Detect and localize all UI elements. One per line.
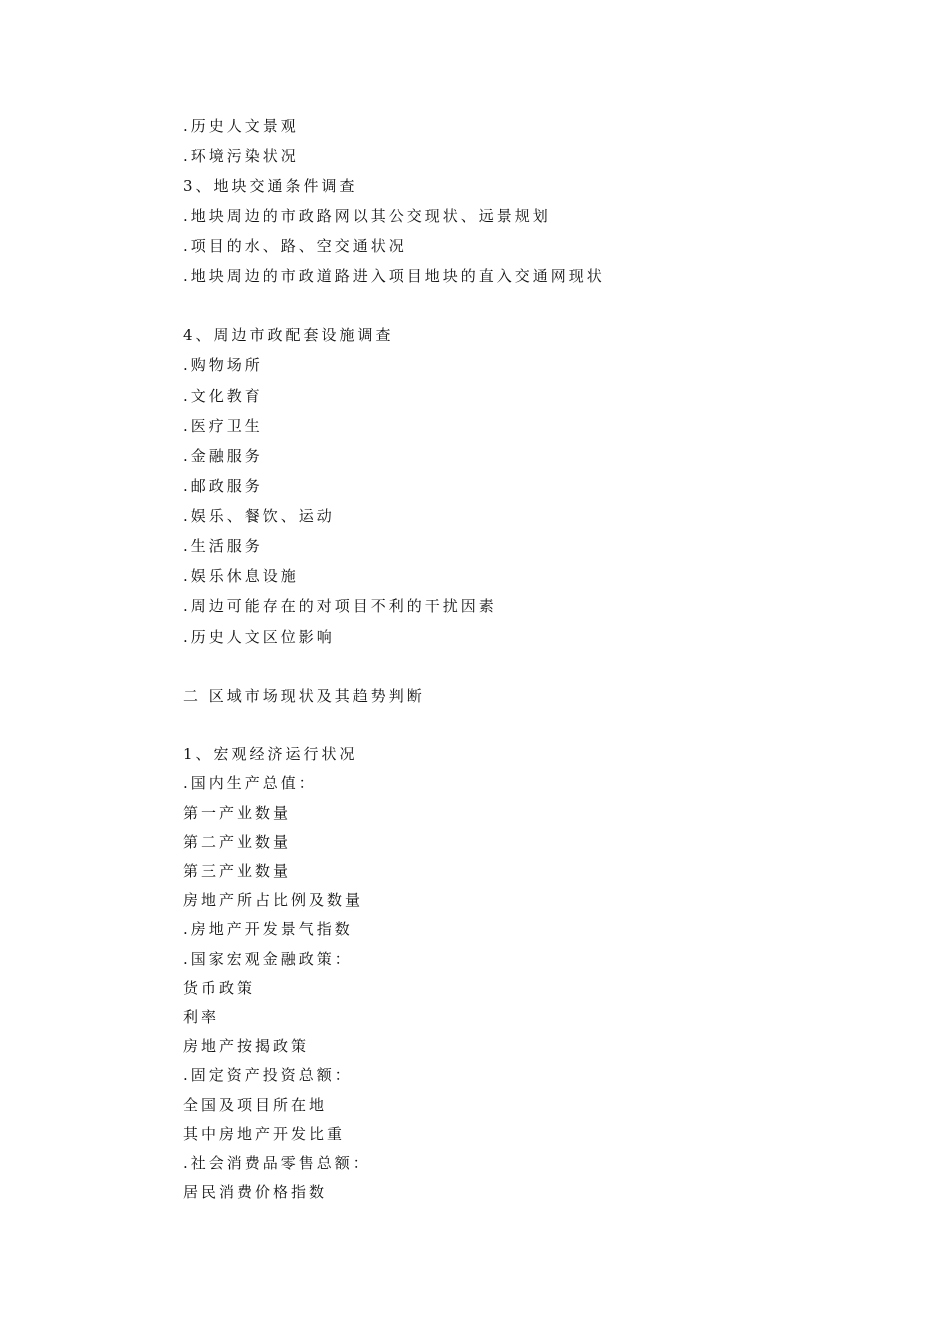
- text-line: .社会消费品零售总额：: [183, 1154, 371, 1172]
- chapter-heading: 二 区域市场现状及其趋势判断: [183, 687, 425, 705]
- text-line: .娱乐、餐饮、运动: [183, 507, 335, 525]
- section-heading: 4、周边市政配套设施调查: [183, 326, 394, 344]
- text-line: .娱乐休息设施: [183, 567, 299, 585]
- section-heading: 3、地块交通条件调查: [183, 177, 358, 195]
- text-line: 第一产业数量: [183, 804, 292, 822]
- text-line: .周边可能存在的对项目不利的干扰因素: [183, 597, 497, 615]
- text-line: 第二产业数量: [183, 833, 292, 851]
- text-line: .国内生产总值：: [183, 774, 317, 792]
- text-line: .文化教育: [183, 387, 263, 405]
- text-line: .环境污染状况: [183, 147, 299, 165]
- text-line: 房地产所占比例及数量: [183, 891, 364, 909]
- text-line: 全国及项目所在地: [183, 1096, 328, 1114]
- text-line: 货币政策: [183, 979, 256, 997]
- text-line: .历史人文景观: [183, 117, 299, 135]
- text-line: 其中房地产开发比重: [183, 1125, 346, 1143]
- text-line: .医疗卫生: [183, 417, 263, 435]
- section-heading: 1、宏观经济运行状况: [183, 745, 358, 763]
- text-line: .生活服务: [183, 537, 263, 555]
- text-line: .地块周边的市政路网以其公交现状、远景规划: [183, 207, 551, 225]
- text-line: .购物场所: [183, 356, 263, 374]
- text-line: 利率: [183, 1008, 220, 1026]
- text-line: .邮政服务: [183, 477, 263, 495]
- text-line: .国家宏观金融政策：: [183, 950, 353, 968]
- text-line: .项目的水、路、空交通状况: [183, 237, 407, 255]
- text-line: .固定资产投资总额：: [183, 1066, 353, 1084]
- text-line: 房地产按揭政策: [183, 1037, 310, 1055]
- text-line: 居民消费价格指数: [183, 1183, 328, 1201]
- text-line: .历史人文区位影响: [183, 628, 335, 646]
- text-line: .房地产开发景气指数: [183, 920, 353, 938]
- text-line: .地块周边的市政道路进入项目地块的直入交通网现状: [183, 267, 605, 285]
- text-line: 第三产业数量: [183, 862, 292, 880]
- text-line: .金融服务: [183, 447, 263, 465]
